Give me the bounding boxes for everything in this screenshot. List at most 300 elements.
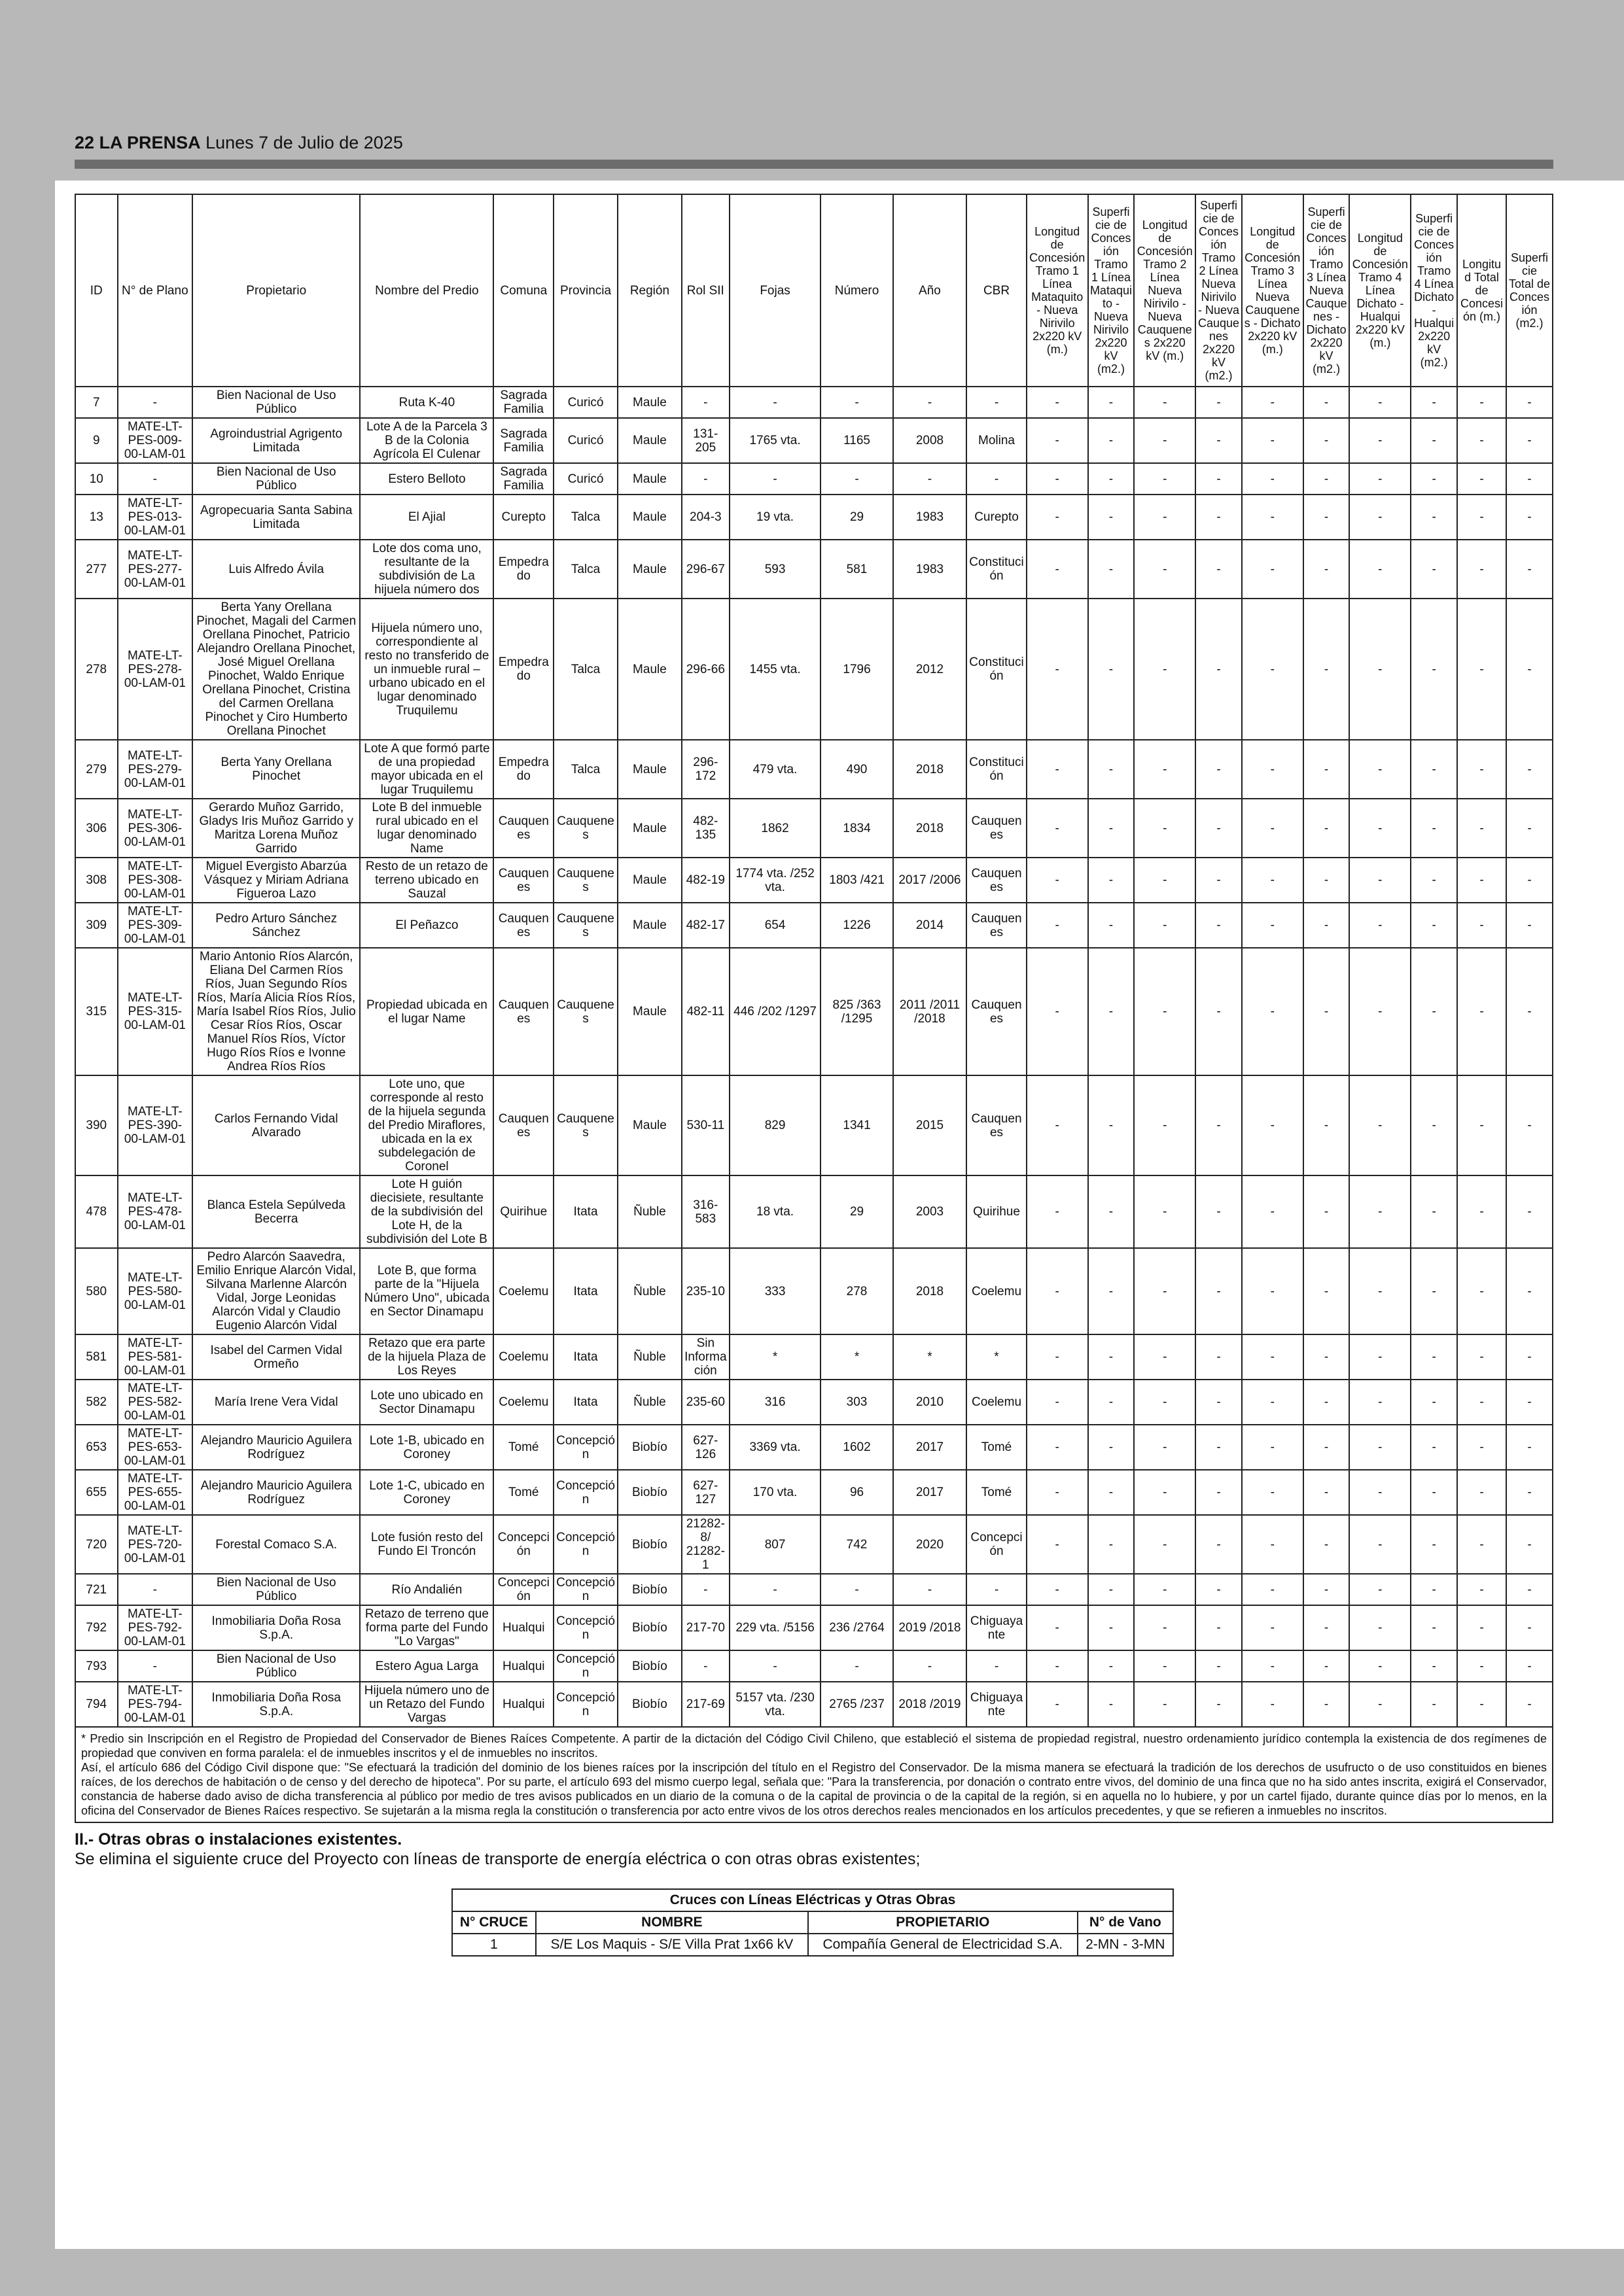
table-cell: Maule <box>618 858 682 903</box>
table-cell: - <box>1457 903 1506 948</box>
table-cell: 2018 <box>893 799 966 858</box>
column-header: Superficie de Concesión Tramo 3 Línea Nueva Cauquenes - Dichato 2x220 kV (m2.) <box>1303 194 1350 387</box>
table-cell: Talca <box>554 740 618 799</box>
table-cell: - <box>1303 1380 1350 1425</box>
table-cell: - <box>1242 1574 1303 1605</box>
page-number: 22 <box>75 133 95 152</box>
table-cell: - <box>1134 903 1195 948</box>
table-cell: - <box>1027 948 1088 1075</box>
table-cell: 582 <box>75 1380 118 1425</box>
table-cell: - <box>1195 1650 1242 1682</box>
table-cell: 13 <box>75 495 118 540</box>
table-cell: - <box>1303 387 1350 418</box>
table-cell: Sin Información <box>682 1334 730 1380</box>
table-cell: - <box>1242 463 1303 495</box>
table-cell: 482-17 <box>682 903 730 948</box>
table-cell: - <box>893 387 966 418</box>
table-cell: Curepto <box>493 495 554 540</box>
table-cell: - <box>1303 495 1350 540</box>
column-header: Superficie de Concesión Tramo 4 Línea Dichato - Hualqui 2x220 kV (m2.) <box>1411 194 1457 387</box>
crossings-header-row <box>452 1911 1173 1934</box>
table-cell: 1796 <box>821 599 892 740</box>
table-cell: - <box>1027 1470 1088 1515</box>
table-cell: - <box>1195 1515 1242 1574</box>
table-cell: - <box>1411 1682 1457 1727</box>
table-cell: - <box>1088 1380 1135 1425</box>
table-cell: Chiguayante <box>966 1682 1027 1727</box>
table-cell: - <box>1195 799 1242 858</box>
table-cell: Hijuela número uno, correspondiente al resto no transferido de un inmueble rural – urbano ubicado en el lugar denominado Truquilemu <box>360 599 493 740</box>
table-row <box>75 1650 1553 1682</box>
table-cell: Concepción <box>493 1515 554 1574</box>
table-cell: 2015 <box>893 1075 966 1175</box>
table-cell: Maule <box>618 740 682 799</box>
table-cell: - <box>1411 1425 1457 1470</box>
table-cell: - <box>1242 1515 1303 1574</box>
table-cell: - <box>1027 1574 1088 1605</box>
table-cell: - <box>1506 1248 1553 1334</box>
table-cell: - <box>1027 387 1088 418</box>
table-cell: - <box>1027 495 1088 540</box>
table-cell: - <box>1027 858 1088 903</box>
table-row <box>75 540 1553 599</box>
table-cell: - <box>1303 1470 1350 1515</box>
table-cell: 278 <box>821 1248 892 1334</box>
table-cell: 236 /2764 <box>821 1605 892 1650</box>
table-cell: Cauquenes <box>493 858 554 903</box>
table-cell: 3369 vta. <box>730 1425 821 1470</box>
table-cell: - <box>1349 1248 1411 1334</box>
table-cell: - <box>1506 1380 1553 1425</box>
table-cell: Biobío <box>618 1650 682 1682</box>
table-cell: Cauquenes <box>966 799 1027 858</box>
table-cell: - <box>730 463 821 495</box>
table-cell: 29 <box>821 1175 892 1248</box>
table-cell: - <box>1506 540 1553 599</box>
table-cell: 446 /202 /1297 <box>730 948 821 1075</box>
table-cell: Cauquenes <box>493 1075 554 1175</box>
table-cell: MATE-LT-PES-792-00-LAM-01 <box>118 1605 193 1650</box>
table-cell: - <box>1242 1334 1303 1380</box>
table-cell: - <box>1411 1650 1457 1682</box>
table-cell: 653 <box>75 1425 118 1470</box>
table-cell: - <box>1195 1248 1242 1334</box>
column-header: Comuna <box>493 194 554 387</box>
crossings-table <box>451 1888 1174 1957</box>
table-cell: - <box>966 1574 1027 1605</box>
table-cell: - <box>1349 903 1411 948</box>
column-header: Superficie Total de Concesión (m2.) <box>1506 194 1553 387</box>
table-cell: Itata <box>554 1248 618 1334</box>
table-cell: Tomé <box>966 1470 1027 1515</box>
table-cell: - <box>1134 1425 1195 1470</box>
table-cell: Bien Nacional de Uso Público <box>192 387 360 418</box>
table-cell: 2008 <box>893 418 966 463</box>
table-cell: 479 vta. <box>730 740 821 799</box>
table-cell: Bien Nacional de Uso Público <box>192 1574 360 1605</box>
table-row <box>75 463 1553 495</box>
table-cell: - <box>1506 903 1553 948</box>
table-cell: 2765 /237 <box>821 1682 892 1727</box>
table-cell: Maule <box>618 463 682 495</box>
table-cell: Lote A de la Parcela 3 B de la Colonia Agrícola El Culenar <box>360 418 493 463</box>
table-cell: - <box>1349 1650 1411 1682</box>
table-cell: - <box>1088 740 1135 799</box>
table-cell: - <box>1457 599 1506 740</box>
table-cell: - <box>1134 740 1195 799</box>
table-cell: - <box>1195 1574 1242 1605</box>
table-cell: Cauquenes <box>966 948 1027 1075</box>
table-cell: - <box>118 387 193 418</box>
table-cell: 390 <box>75 1075 118 1175</box>
table-cell: - <box>1134 1248 1195 1334</box>
table-cell: - <box>1134 1515 1195 1574</box>
table-cell: - <box>1027 1334 1088 1380</box>
table-cell: Agroindustrial Agrigento Limitada <box>192 418 360 463</box>
table-cell: Biobío <box>618 1574 682 1605</box>
crossings-header-cell: N° CRUCE <box>452 1911 536 1934</box>
table-cell: Maule <box>618 418 682 463</box>
table-cell: - <box>730 1574 821 1605</box>
table-cell: 296-67 <box>682 540 730 599</box>
table-cell: - <box>1506 1515 1553 1574</box>
table-cell: - <box>1195 903 1242 948</box>
table-cell: Río Andalién <box>360 1574 493 1605</box>
table-cell: Concepción <box>554 1605 618 1650</box>
table-cell: - <box>1195 1605 1242 1650</box>
table-cell: 29 <box>821 495 892 540</box>
table-cell: 204-3 <box>682 495 730 540</box>
footnote-box <box>75 1728 1553 1823</box>
table-cell: Concepción <box>493 1574 554 1605</box>
table-cell: 1774 vta. /252 vta. <box>730 858 821 903</box>
table-cell: Cauquenes <box>554 799 618 858</box>
table-cell: Concepción <box>966 1515 1027 1574</box>
table-cell: Lote B del inmueble rural ubicado en el lugar denominado Name <box>360 799 493 858</box>
table-cell: - <box>1303 858 1350 903</box>
table-cell: - <box>1027 1682 1088 1727</box>
table-cell: 2020 <box>893 1515 966 1574</box>
table-cell: - <box>1242 1470 1303 1515</box>
table-cell: Empedrado <box>493 540 554 599</box>
table-cell: Forestal Comaco S.A. <box>192 1515 360 1574</box>
header-rule <box>75 160 1553 169</box>
table-cell: - <box>1242 1650 1303 1682</box>
table-cell: - <box>1349 495 1411 540</box>
table-cell: - <box>1506 1425 1553 1470</box>
table-cell: - <box>1349 858 1411 903</box>
table-row <box>75 740 1553 799</box>
table-cell: - <box>1411 540 1457 599</box>
table-cell: 1862 <box>730 799 821 858</box>
table-row <box>75 1248 1553 1334</box>
table-row <box>75 1075 1553 1175</box>
table-cell: - <box>1134 599 1195 740</box>
table-cell: - <box>1195 418 1242 463</box>
table-cell: Ñuble <box>618 1248 682 1334</box>
table-cell: - <box>1349 1605 1411 1650</box>
column-header: ID <box>75 194 118 387</box>
table-cell: El Ajial <box>360 495 493 540</box>
table-cell: - <box>1088 903 1135 948</box>
table-cell: - <box>1506 599 1553 740</box>
table-cell: - <box>118 1574 193 1605</box>
table-cell: - <box>1088 495 1135 540</box>
table-cell: - <box>1411 1075 1457 1175</box>
column-header: Número <box>821 194 892 387</box>
table-cell: - <box>1088 418 1135 463</box>
table-cell: - <box>1506 740 1553 799</box>
table-row <box>75 903 1553 948</box>
table-cell: - <box>1027 540 1088 599</box>
table-cell: - <box>682 1574 730 1605</box>
table-cell: Mario Antonio Ríos Alarcón, Eliana Del Carmen Ríos Ríos, Juan Segundo Ríos Ríos, María Alicia Ríos Ríos, María Isabel Ríos Ríos, Julio Cesar Ríos Ríos, Oscar Manuel Ríos Ríos, Víctor Hugo Ríos Ríos e Ivonne Andrea Ríos Ríos <box>192 948 360 1075</box>
table-cell: - <box>1411 387 1457 418</box>
table-cell: Sagrada Familia <box>493 418 554 463</box>
table-cell: - <box>1242 1248 1303 1334</box>
table-cell: - <box>1349 387 1411 418</box>
table-cell: Quirihue <box>966 1175 1027 1248</box>
table-cell: 316-583 <box>682 1175 730 1248</box>
table-cell: 2018 /2019 <box>893 1682 966 1727</box>
table-cell: Empedrado <box>493 599 554 740</box>
table-cell: - <box>1242 948 1303 1075</box>
table-cell: Curepto <box>966 495 1027 540</box>
table-cell: Coelemu <box>966 1248 1027 1334</box>
table-cell: - <box>1506 495 1553 540</box>
column-header: N° de Plano <box>118 194 193 387</box>
table-cell: - <box>1242 1682 1303 1727</box>
table-row <box>75 858 1553 903</box>
table-cell: Hualqui <box>493 1650 554 1682</box>
table-cell: - <box>1303 1248 1350 1334</box>
table-cell: - <box>1242 599 1303 740</box>
table-cell: Ñuble <box>618 1334 682 1380</box>
table-cell: - <box>1242 1425 1303 1470</box>
table-cell: 2014 <box>893 903 966 948</box>
table-cell: - <box>1242 387 1303 418</box>
table-cell: - <box>1195 495 1242 540</box>
table-cell: - <box>1457 948 1506 1075</box>
table-cell: - <box>1303 1515 1350 1574</box>
table-cell: 1803 /421 <box>821 858 892 903</box>
table-cell: - <box>1411 799 1457 858</box>
table-cell: 5157 vta. /230 vta. <box>730 1682 821 1727</box>
column-header: CBR <box>966 194 1027 387</box>
table-cell: Concepción <box>554 1574 618 1605</box>
table-cell: MATE-LT-PES-478-00-LAM-01 <box>118 1175 193 1248</box>
table-cell: - <box>1134 1380 1195 1425</box>
table-cell: - <box>1457 1682 1506 1727</box>
table-cell: - <box>1506 418 1553 463</box>
column-header: Propietario <box>192 194 360 387</box>
table-cell: - <box>1027 740 1088 799</box>
section-text: Se elimina el siguiente cruce del Proyecto con líneas de transporte de energía eléctrica o con otras obras existentes; <box>75 1850 921 1868</box>
table-cell: - <box>893 1574 966 1605</box>
table-cell: Curicó <box>554 387 618 418</box>
table-cell: - <box>1349 1470 1411 1515</box>
table-cell: 1983 <box>893 540 966 599</box>
table-cell: Blanca Estela Sepúlveda Becerra <box>192 1175 360 1248</box>
table-cell: Maule <box>618 1075 682 1175</box>
table-cell: - <box>1242 495 1303 540</box>
table-cell: Pedro Arturo Sánchez Sánchez <box>192 903 360 948</box>
table-cell: - <box>1134 495 1195 540</box>
table-cell: - <box>1506 1682 1553 1727</box>
crossings-cell: Compañía General de Electricidad S.A. <box>808 1934 1078 1956</box>
table-cell: - <box>1349 1380 1411 1425</box>
table-cell: - <box>1457 418 1506 463</box>
table-cell: Biobío <box>618 1682 682 1727</box>
table-cell: 482-135 <box>682 799 730 858</box>
section-title: II.- Otras obras o instalaciones existentes. <box>75 1830 402 1849</box>
table-cell: Lote H guión diecisiete, resultante de la subdivisión del Lote H, de la subdivisión del Lote B <box>360 1175 493 1248</box>
table-cell: - <box>1506 1605 1553 1650</box>
table-cell: Berta Yany Orellana Pinochet, Magali del Carmen Orellana Pinochet, Patricio Alejandro Orellana Pinochet, José Miguel Orellana Pinochet, Waldo Enrique Orellana Pinochet, Cristina del Carmen Orellana Pinochet y Ciro Humberto Orellana Pinochet <box>192 599 360 740</box>
table-cell: Cauquenes <box>493 903 554 948</box>
column-header: Fojas <box>730 194 821 387</box>
table-cell: - <box>1134 1175 1195 1248</box>
table-cell: Ñuble <box>618 1175 682 1248</box>
table-cell: - <box>1088 1425 1135 1470</box>
column-header: Longitud Total de Concesión (m.) <box>1457 194 1506 387</box>
table-cell: Lote fusión resto del Fundo El Troncón <box>360 1515 493 1574</box>
table-cell: - <box>1303 1334 1350 1380</box>
table-cell: - <box>1088 948 1135 1075</box>
table-cell: Cauquenes <box>493 799 554 858</box>
table-cell: Maule <box>618 387 682 418</box>
column-header: Región <box>618 194 682 387</box>
table-cell: - <box>1349 740 1411 799</box>
table-cell: - <box>1027 1075 1088 1175</box>
table-row <box>75 1470 1553 1515</box>
table-cell: 721 <box>75 1574 118 1605</box>
table-cell: 2012 <box>893 599 966 740</box>
table-cell: Talca <box>554 599 618 740</box>
table-cell: 229 vta. /5156 <box>730 1605 821 1650</box>
table-cell: - <box>1349 1175 1411 1248</box>
table-cell: - <box>1457 1334 1506 1380</box>
table-cell: - <box>1349 948 1411 1075</box>
table-cell: - <box>1506 1650 1553 1682</box>
table-cell: - <box>1349 418 1411 463</box>
table-cell: Ñuble <box>618 1380 682 1425</box>
table-cell: Propiedad ubicada en el lugar Name <box>360 948 493 1075</box>
table-cell: 654 <box>730 903 821 948</box>
table-cell: Gerardo Muñoz Garrido, Gladys Iris Muñoz Garrido y Maritza Lorena Muñoz Garrido <box>192 799 360 858</box>
table-cell: Talca <box>554 540 618 599</box>
table-cell: - <box>1195 740 1242 799</box>
table-cell: - <box>1195 599 1242 740</box>
table-cell: Bien Nacional de Uso Público <box>192 463 360 495</box>
table-cell: Agropecuaria Santa Sabina Limitada <box>192 495 360 540</box>
table-cell: 530-11 <box>682 1075 730 1175</box>
table-cell: - <box>1242 740 1303 799</box>
table-cell: MATE-LT-PES-581-00-LAM-01 <box>118 1334 193 1380</box>
table-cell: - <box>1088 599 1135 740</box>
table-cell: - <box>682 1650 730 1682</box>
table-cell: - <box>1349 1334 1411 1380</box>
table-cell: - <box>1457 1470 1506 1515</box>
column-header: Longitud de Concesión Tramo 4 Línea Dichato - Hualqui 2x220 kV (m.) <box>1349 194 1411 387</box>
table-cell: - <box>1457 1175 1506 1248</box>
table-cell: - <box>1134 799 1195 858</box>
table-cell: Biobío <box>618 1470 682 1515</box>
table-cell: - <box>1303 1682 1350 1727</box>
table-cell: - <box>1242 1605 1303 1650</box>
table-cell: - <box>1195 858 1242 903</box>
table-cell: * <box>893 1334 966 1380</box>
table-row <box>75 1682 1553 1727</box>
table-cell: Maule <box>618 540 682 599</box>
table-cell: - <box>1349 1075 1411 1175</box>
table-cell: Maule <box>618 599 682 740</box>
column-header: Superficie de Concesión Tramo 2 Línea Nueva Nirivilo - Nueva Cauquenes 2x220 kV (m2.) <box>1195 194 1242 387</box>
table-cell: - <box>1506 1574 1553 1605</box>
table-cell: - <box>1195 1470 1242 1515</box>
table-cell: - <box>1349 1574 1411 1605</box>
table-cell: - <box>1134 1470 1195 1515</box>
table-cell: Maule <box>618 948 682 1075</box>
table-cell: - <box>1457 1380 1506 1425</box>
table-row <box>75 1380 1553 1425</box>
table-cell: MATE-LT-PES-720-00-LAM-01 <box>118 1515 193 1574</box>
table-cell: - <box>1457 1650 1506 1682</box>
table-row <box>75 1574 1553 1605</box>
table-cell: Cauquenes <box>554 858 618 903</box>
crossings-cell: 1 <box>452 1934 536 1956</box>
page-header <box>75 131 1553 154</box>
table-cell: - <box>1195 1682 1242 1727</box>
column-header: Longitud de Concesión Tramo 3 Línea Nueva Cauquenes - Dichato 2x220 kV (m.) <box>1242 194 1303 387</box>
table-row <box>75 599 1553 740</box>
table-cell: Cauquenes <box>966 858 1027 903</box>
table-cell: - <box>682 463 730 495</box>
table-cell: - <box>966 387 1027 418</box>
table-cell: - <box>1303 599 1350 740</box>
table-cell: 478 <box>75 1175 118 1248</box>
table-cell: - <box>1506 463 1553 495</box>
table-cell: Pedro Alarcón Saavedra, Emilio Enrique Alarcón Vidal, Silvana Marlenne Alarcón Vidal, Jorge Leonidas Alarcón Vidal y Claudio Eugenio Alarcón Vidal <box>192 1248 360 1334</box>
table-cell: 794 <box>75 1682 118 1727</box>
table-cell: Retazo que era parte de la hijuela Plaza de Los Reyes <box>360 1334 493 1380</box>
table-cell: - <box>1411 1248 1457 1334</box>
table-cell: - <box>1134 1075 1195 1175</box>
table-cell: 720 <box>75 1515 118 1574</box>
table-cell: - <box>1242 1075 1303 1175</box>
table-cell: - <box>1088 1334 1135 1380</box>
table-cell: 490 <box>821 740 892 799</box>
table-cell: - <box>1457 495 1506 540</box>
table-cell: MATE-LT-PES-308-00-LAM-01 <box>118 858 193 903</box>
table-cell: Concepción <box>554 1682 618 1727</box>
table-cell: - <box>1349 799 1411 858</box>
table-cell: 2017 <box>893 1470 966 1515</box>
table-cell: - <box>1506 387 1553 418</box>
table-cell: 21282-8/ 21282-1 <box>682 1515 730 1574</box>
table-cell: 131-205 <box>682 418 730 463</box>
table-cell: Coelemu <box>493 1334 554 1380</box>
column-header: Nombre del Predio <box>360 194 493 387</box>
table-cell: 235-10 <box>682 1248 730 1334</box>
publication-name: LA PRENSA <box>99 133 201 152</box>
table-cell: - <box>1303 1425 1350 1470</box>
table-cell: - <box>1027 1425 1088 1470</box>
table-cell: - <box>1195 1425 1242 1470</box>
table-cell: - <box>1506 799 1553 858</box>
table-cell: - <box>1027 1175 1088 1248</box>
table-cell: - <box>1457 1515 1506 1574</box>
